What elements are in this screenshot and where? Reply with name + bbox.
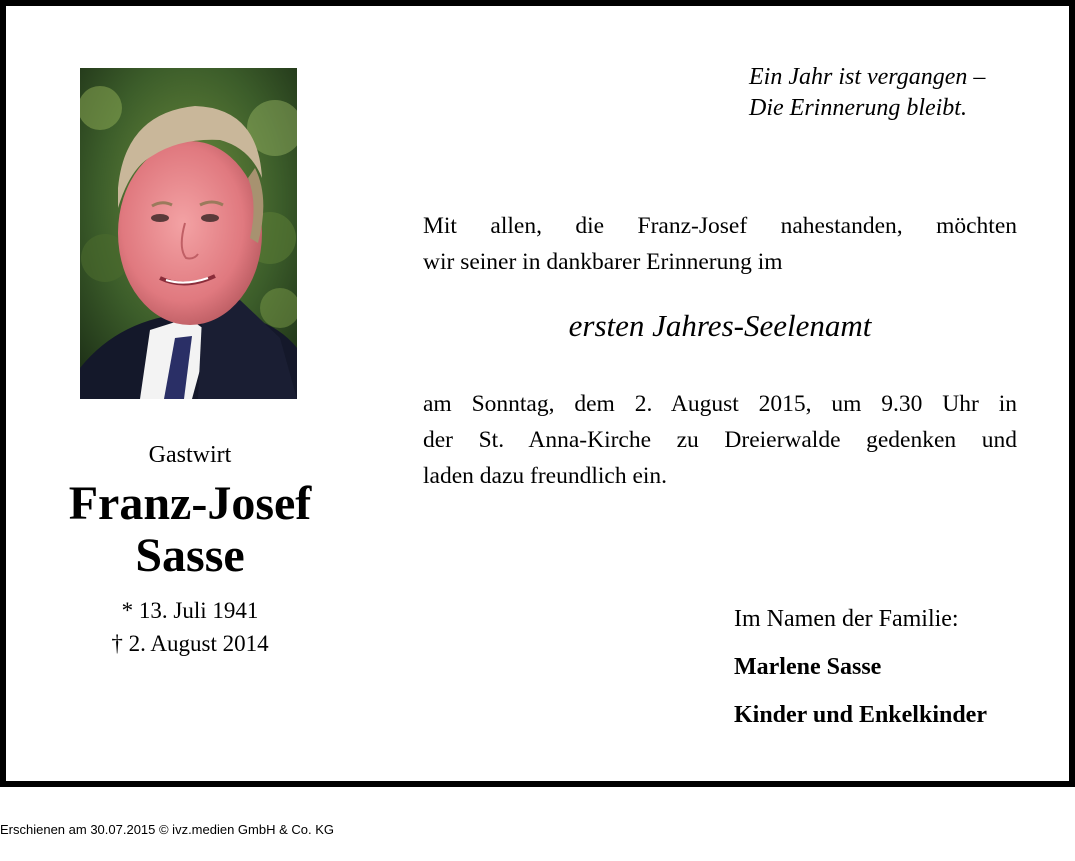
life-dates — [40, 594, 340, 660]
signature-name-2: Kinder und Enkelkinder — [734, 702, 987, 728]
publication-footer: Erschienen am 30.07.2015 © ivz.medien GmbH & Co. KG — [0, 822, 335, 837]
death-date: † 2. August 2014 — [111, 631, 269, 656]
signature-intro: Im Namen der Familie: — [734, 606, 959, 632]
invitation-paragraph-2 — [423, 386, 1017, 494]
mass-title: ersten Jahres-Seelenamt — [568, 308, 872, 343]
paragraph-1-line-2: wir seiner in dankbarer Erinnerung im — [423, 249, 783, 275]
portrait-photo — [80, 68, 297, 399]
motto — [749, 62, 985, 124]
occupation: Gastwirt — [148, 442, 232, 468]
signature-block — [734, 602, 987, 746]
deceased-name — [40, 478, 340, 582]
deceased-last-name: Sasse — [135, 529, 245, 582]
motto-line-1: Ein Jahr ist vergangen – — [749, 64, 986, 90]
birth-date: * 13. Juli 1941 — [121, 598, 259, 623]
paragraph-2-line-2: der St. Anna-Kirche zu Dreierwalde gedenken und — [423, 427, 1017, 453]
paragraph-1-line-1: Mit allen, die Franz-Josef nahestanden, möchten — [423, 213, 1017, 239]
deceased-first-name: Franz-Josef — [68, 477, 312, 530]
signature-name-1: Marlene Sasse — [734, 654, 882, 680]
portrait-image — [80, 68, 297, 399]
motto-line-2: Die Erinnerung bleibt. — [749, 95, 967, 121]
invitation-paragraph-1 — [423, 208, 1017, 280]
paragraph-2-line-1: am Sonntag, dem 2. August 2015, um 9.30 Uhr in — [423, 391, 1017, 417]
paragraph-2-line-3: laden dazu freundlich ein. — [423, 463, 668, 489]
